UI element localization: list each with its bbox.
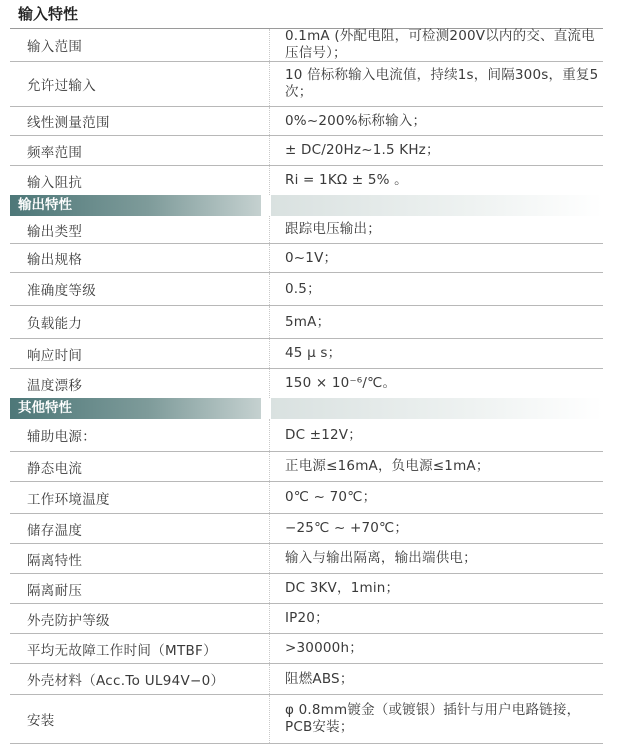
row-value: 45 μ s； — [285, 345, 342, 361]
row-value: >30000h； — [285, 640, 363, 656]
section-header-other — [10, 398, 603, 419]
row-label: 输入范围 — [27, 39, 83, 55]
row-value: 阻燃ABS； — [285, 670, 354, 687]
table-row — [10, 482, 603, 514]
table-row — [10, 574, 603, 604]
row-value: 输入与输出隔离，输出端供电； — [285, 550, 477, 566]
row-label: 工作环境温度 — [27, 491, 110, 508]
row-label: 输入阻抗 — [27, 174, 83, 191]
row-label: 辅助电源： — [27, 429, 96, 445]
section-title-input: 输入特性 — [10, 0, 603, 29]
table-row — [10, 634, 603, 664]
row-value: 5mA； — [285, 313, 331, 330]
row-label: 输出规格 — [27, 252, 83, 268]
row-label: 外壳材料（Acc.To UL94V−0） — [27, 673, 225, 689]
row-value: IP20； — [285, 610, 329, 626]
row-label: 准确度等级 — [27, 283, 96, 299]
row-value: 跟踪电压输出； — [285, 221, 381, 237]
table-row — [10, 244, 603, 273]
table-row — [10, 664, 603, 695]
section-header-output — [10, 195, 603, 216]
row-value: 0%~200%标称输入； — [285, 112, 427, 129]
row-label: 静态电流 — [27, 460, 83, 477]
table-row — [10, 419, 603, 452]
table-row — [10, 514, 603, 544]
row-value: 正电源≤16mA，负电源≤1mA； — [285, 458, 490, 474]
row-label: 安装 — [27, 713, 55, 729]
row-value: 0℃ ~ 70℃； — [285, 489, 377, 505]
row-value: φ 0.8mm镀金（或镀银）插针与用户电路链接，PCB安装； — [285, 702, 581, 735]
row-value: 0.1mA (外配电阻，可检测200V以内的交、直流电压信号）； — [285, 28, 595, 61]
row-label: 隔离耐压 — [27, 582, 83, 599]
table-row — [10, 273, 603, 306]
row-label: 平均无故障工作时间（MTBF） — [27, 642, 217, 659]
table-row — [10, 452, 603, 482]
table-row — [10, 166, 603, 195]
row-value: 10 倍标称输入电流值，持续1s，间隔300s，重复5次； — [285, 67, 599, 100]
spec-table — [10, 0, 603, 744]
section-title-output: 输出特性 — [10, 195, 261, 216]
row-label: 输出类型 — [27, 223, 83, 240]
row-label: 响应时间 — [27, 347, 83, 364]
section-title-other: 其他特性 — [10, 398, 261, 419]
row-value: 0~1V； — [285, 249, 338, 266]
row-label: 隔离特性 — [27, 552, 83, 569]
row-value: Ri = 1KΩ ± 5% 。 — [285, 172, 408, 188]
row-label: 负载能力 — [27, 316, 83, 332]
table-row — [10, 62, 603, 107]
row-label: 储存温度 — [27, 522, 83, 539]
table-row — [10, 369, 603, 398]
row-label: 频率范围 — [27, 144, 83, 161]
table-row — [10, 695, 603, 744]
row-value: ± DC/20Hz~1.5 KHz； — [285, 142, 440, 158]
row-label: 温度漂移 — [27, 377, 83, 394]
row-value: 0.5； — [285, 280, 321, 297]
table-row — [10, 216, 603, 244]
row-label: 外壳防护等级 — [27, 612, 110, 629]
row-value: −25℃ ~ +70℃； — [285, 520, 409, 536]
table-row — [10, 544, 603, 574]
table-row — [10, 136, 603, 166]
row-value: 150 × 10⁻⁶/℃。 — [285, 375, 397, 391]
table-row — [10, 604, 603, 634]
table-row — [10, 306, 603, 339]
row-label: 允许过输入 — [27, 78, 96, 94]
table-row — [10, 29, 603, 62]
table-row — [10, 107, 603, 136]
row-value: DC 3KV，1min； — [285, 580, 400, 596]
table-row — [10, 339, 603, 369]
row-value: DC ±12V； — [285, 426, 362, 443]
row-label: 线性测量范围 — [27, 115, 110, 131]
